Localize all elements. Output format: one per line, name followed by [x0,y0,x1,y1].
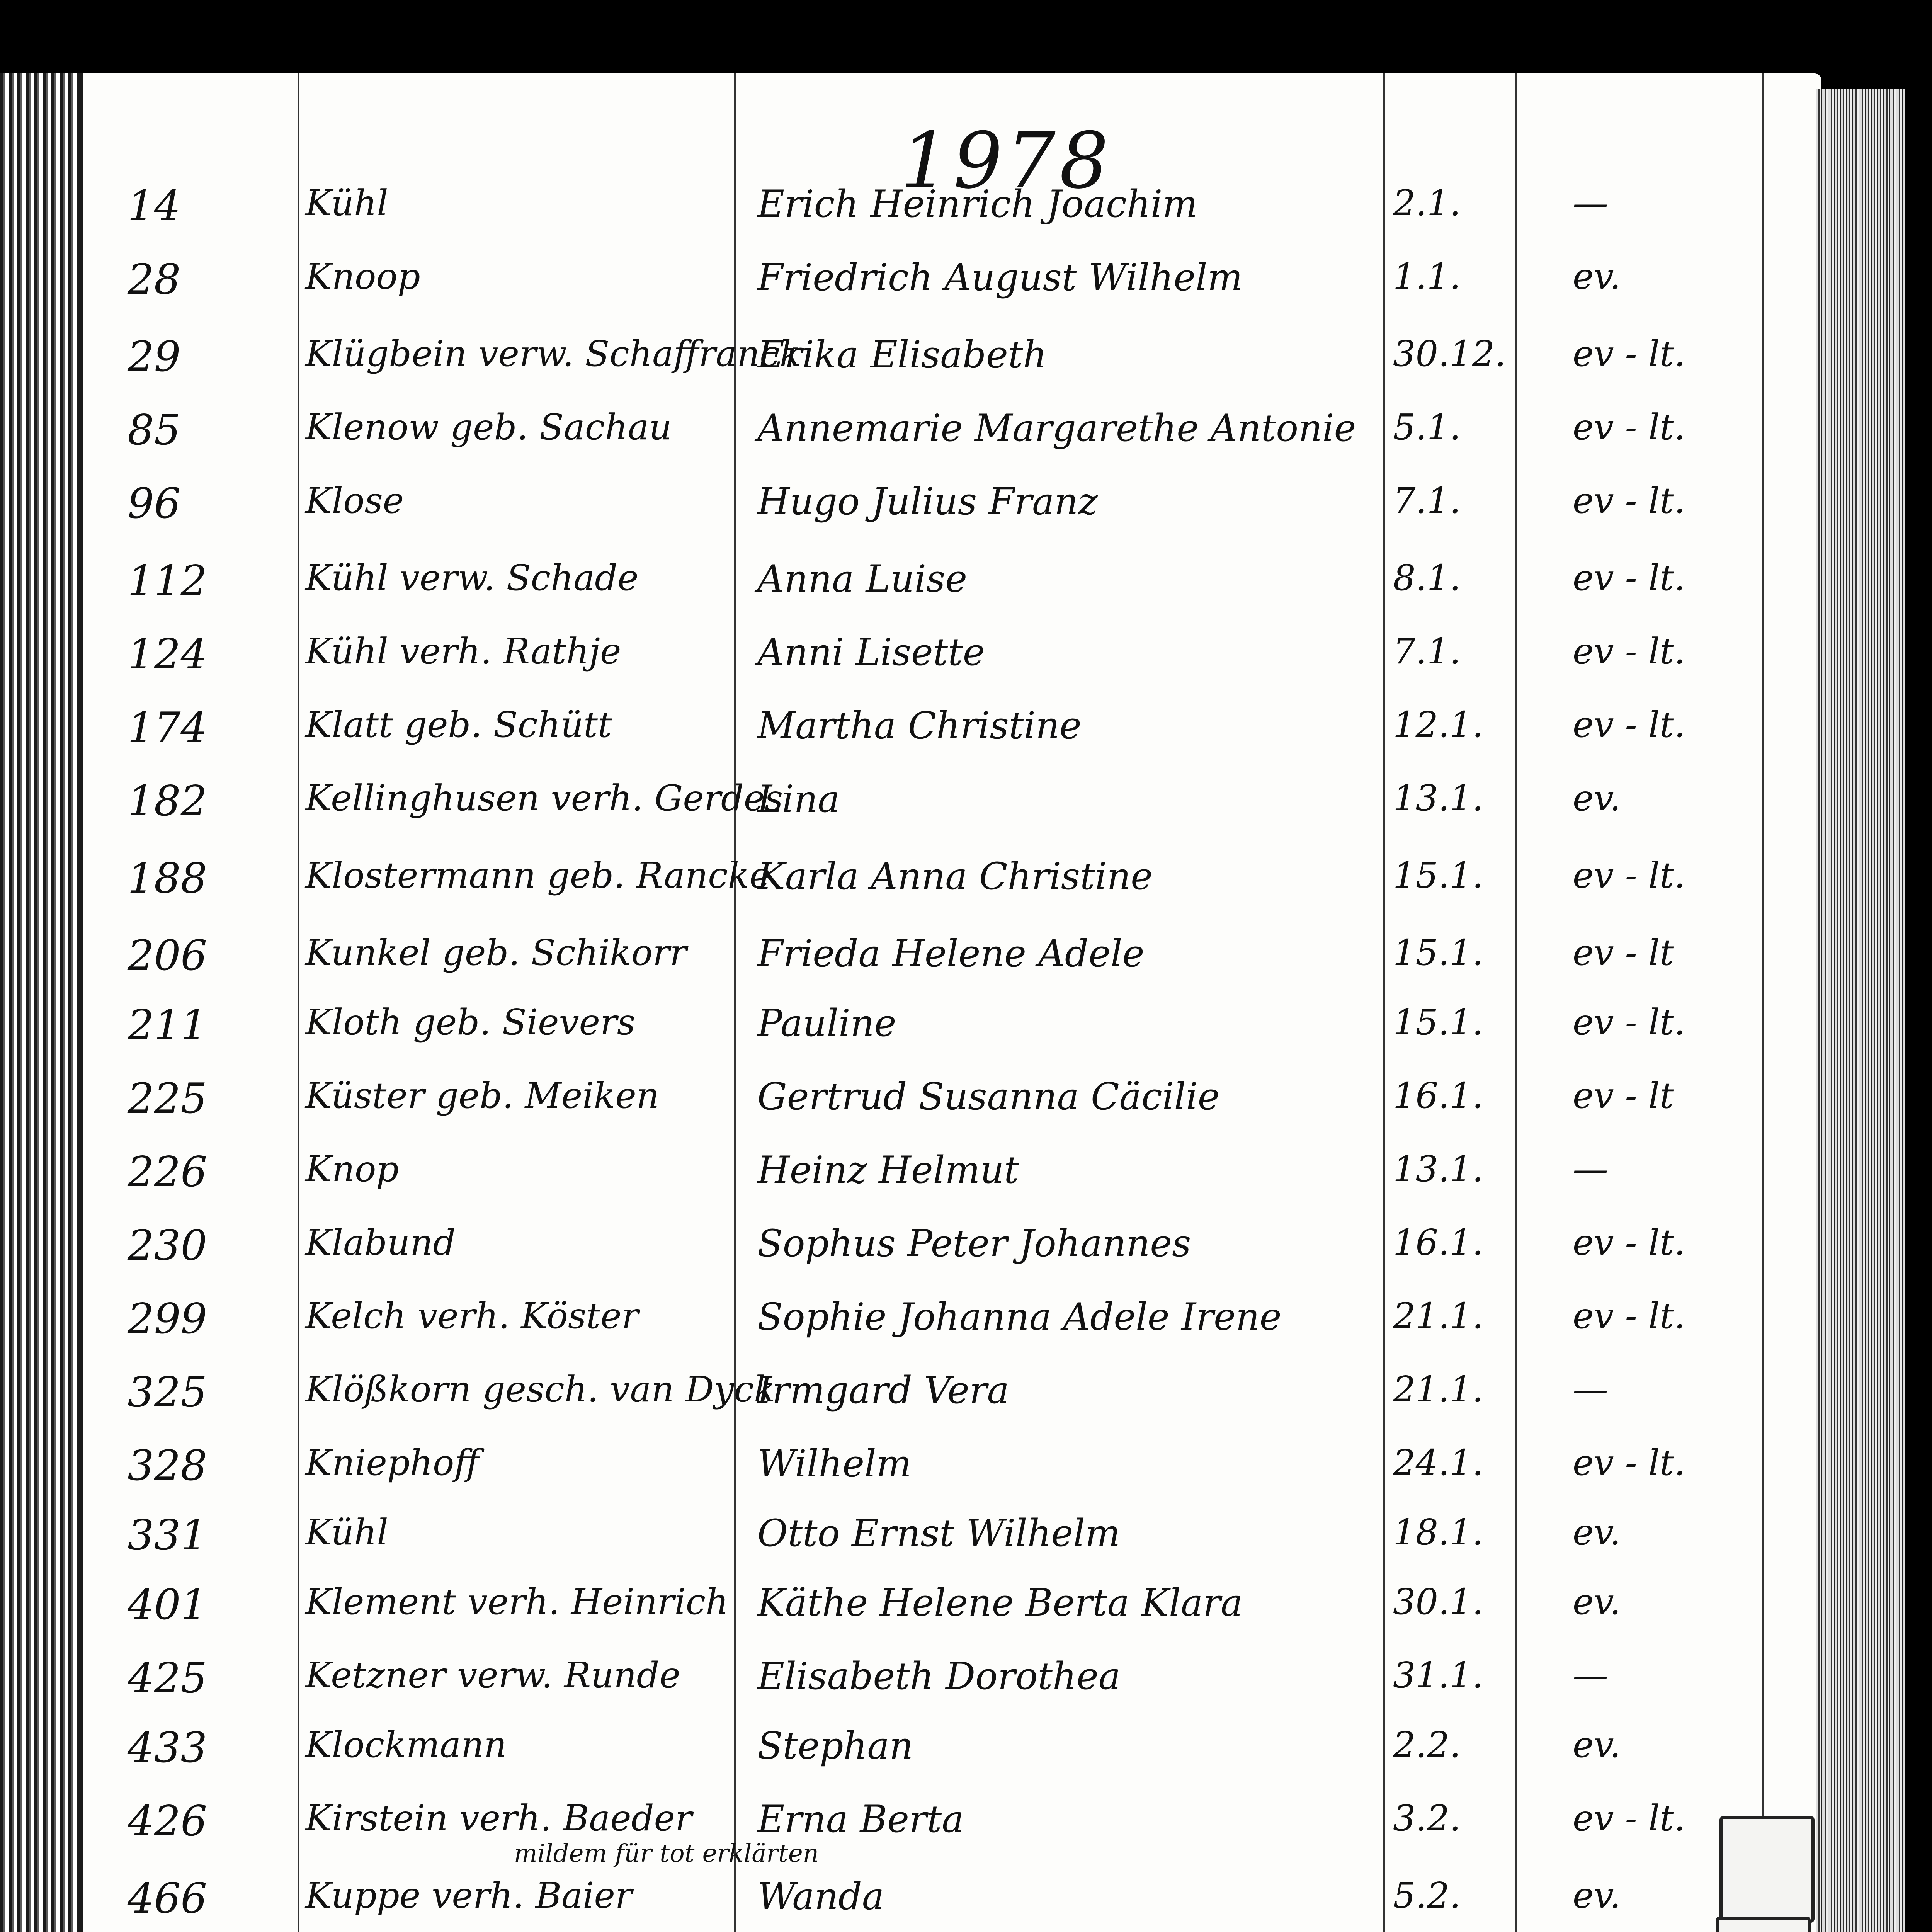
table-row [0,1148,1816,1225]
surname-cell: Knoop [305,256,420,297]
surname-cell: Kühl [305,182,388,224]
surname-cell: Knop [305,1148,399,1190]
date-cell: 15.1. [1393,855,1484,896]
religion-cell: ev. [1573,256,1621,297]
entry-number: 433 [128,1724,207,1772]
index-tab-blank[interactable] [1719,1816,1815,1923]
date-cell: 7.1. [1393,480,1461,521]
surname-cell: Klenow geb. Sachau [305,406,672,448]
entry-number: 124 [128,630,207,679]
firstnames-cell: Gertrud Susanna Cäcilie [757,1075,1220,1118]
surname-cell: Klößkorn gesch. van Dyck [305,1369,776,1410]
date-cell: 8.1. [1393,557,1461,599]
surname-cell: Kloth geb. Sievers [305,1002,636,1043]
surname-cell: Kniephoff [305,1442,480,1483]
book-page-stack-edge [1816,89,1905,1932]
entry-number: 425 [128,1654,207,1702]
surname-cell: Klabund [305,1222,456,1263]
table-row [0,854,1816,931]
religion-cell: — [1573,182,1608,224]
entry-number: 174 [128,704,207,752]
date-cell: 15.1. [1393,1002,1484,1043]
table-row [0,932,1816,1009]
religion-cell: — [1573,1148,1608,1190]
religion-cell: ev - lt [1573,932,1674,973]
table-row [0,630,1816,707]
religion-cell: ev - lt. [1573,480,1685,521]
date-cell: 5.2. [1393,1875,1461,1916]
surname-cell: Klatt geb. Schütt [305,704,612,745]
entry-number: 331 [128,1511,207,1560]
firstnames-cell: Stephan [757,1724,913,1767]
table-row [0,777,1816,854]
firstnames-cell: Karla Anna Christine [757,855,1153,898]
surname-cell: Klose [305,480,404,521]
entry-number: 182 [128,777,207,825]
date-cell: 18.1. [1393,1512,1484,1553]
table-row [0,1654,1816,1731]
religion-cell: ev. [1573,1512,1621,1553]
religion-cell: ev. [1573,777,1621,819]
religion-cell: ev - lt. [1573,704,1685,745]
religion-cell: ev - lt. [1573,333,1685,374]
firstnames-cell: Annemarie Margarethe Antonie [757,406,1356,450]
entry-number: 230 [128,1221,207,1270]
date-cell: 3.2. [1393,1798,1461,1839]
date-cell: 2.1. [1393,182,1461,224]
table-row [0,1581,1816,1658]
religion-cell: ev - lt. [1573,406,1685,448]
table-row [0,1368,1816,1445]
firstnames-cell: Erich Heinrich Joachim [757,182,1198,226]
religion-cell: ev. [1573,1875,1621,1916]
entry-number: 299 [128,1295,207,1343]
entry-number: 85 [128,406,181,454]
date-cell: 30.12. [1393,333,1506,374]
surname-cell: Kunkel geb. Schikorr [305,932,687,973]
table-row [0,1295,1816,1372]
surname-cell: Klockmann [305,1724,507,1765]
date-cell: 13.1. [1393,777,1484,819]
surname-cell: Kirstein verh. Baeder [305,1798,692,1839]
surname-cell: Küster geb. Meiken [305,1075,660,1116]
table-row [0,255,1816,332]
entry-number: 211 [128,1001,207,1049]
date-cell: 2.2. [1393,1724,1461,1765]
table-row [0,1221,1816,1298]
table-row [0,480,1816,556]
firstnames-cell: Erna Berta [757,1798,964,1841]
firstnames-cell: Käthe Helene Berta Klara [757,1581,1243,1624]
entry-number: 325 [128,1368,207,1417]
firstnames-cell: Sophie Johanna Adele Irene [757,1295,1282,1338]
religion-cell: ev - lt. [1573,1442,1685,1483]
surname-cell: Kühl verh. Rathje [305,631,621,672]
entry-number: 206 [128,932,207,980]
firstnames-cell: Elisabeth Dorothea [757,1655,1121,1698]
entry-number: 328 [128,1442,207,1490]
religion-cell: ev - lt [1573,1075,1674,1116]
table-row [0,406,1816,483]
entry-number: 225 [128,1075,207,1123]
entry-number: 96 [128,480,181,528]
table-row [0,704,1816,781]
firstnames-cell: Pauline [757,1002,896,1045]
firstnames-cell: Sophus Peter Johannes [757,1222,1191,1265]
firstnames-cell: Martha Christine [757,704,1082,747]
religion-cell: — [1573,1655,1608,1696]
entry-number: 226 [128,1148,207,1196]
surname-cell: Kühl [305,1512,388,1553]
table-row [0,1874,1816,1932]
firstnames-cell: Heinz Helmut [757,1148,1019,1192]
date-cell: 5.1. [1393,406,1461,448]
entry-number: 188 [128,854,207,903]
table-row [0,1724,1816,1801]
surname-cell: Kelch verh. Köster [305,1295,639,1337]
religion-cell: ev - lt. [1573,1798,1685,1839]
table-row [0,1075,1816,1151]
firstnames-cell: Wilhelm [757,1442,912,1485]
firstnames-cell: Otto Ernst Wilhelm [757,1512,1121,1555]
date-cell: 16.1. [1393,1075,1484,1116]
surname-cell: Kellinghusen verh. Gerdes [305,777,783,819]
table-row [0,182,1816,259]
religion-cell: — [1573,1369,1608,1410]
index-tab-ka[interactable] [1716,1917,1811,1932]
religion-cell: ev - lt. [1573,1295,1685,1337]
firstnames-cell: Lina [757,777,840,821]
date-cell: 21.1. [1393,1369,1484,1410]
religion-cell: ev - lt. [1573,855,1685,896]
table-row [0,557,1816,634]
firstnames-cell: Frieda Helene Adele [757,932,1145,975]
surname-cell: Klement verh. Heinrich [305,1581,729,1622]
date-cell: 12.1. [1393,704,1484,745]
date-cell: 31.1. [1393,1655,1484,1696]
religion-cell: ev - lt. [1573,1222,1685,1263]
firstnames-cell: Hugo Julius Franz [757,480,1098,523]
date-cell: 7.1. [1393,631,1461,672]
firstnames-cell: Friedrich August Wilhelm [757,256,1243,299]
entry-number: 466 [128,1874,207,1923]
date-cell: 15.1. [1393,932,1484,973]
firstnames-cell: Anna Luise [757,557,968,600]
register-year: 1978 [900,116,1112,206]
religion-cell: ev - lt. [1573,557,1685,599]
date-cell: 24.1. [1393,1442,1484,1483]
entry-number: 28 [128,255,181,304]
entry-number: 112 [128,557,207,605]
religion-cell: ev. [1573,1581,1621,1622]
surname-cell: Klostermann geb. Rancke [305,855,770,896]
firstnames-cell: Wanda [757,1875,884,1918]
entry-number: 29 [128,333,181,381]
entry-number: 14 [128,182,181,230]
firstnames-cell: Irmgard Vera [757,1369,1009,1412]
religion-cell: ev. [1573,1724,1621,1765]
entry-number: 401 [128,1581,207,1629]
religion-cell: ev - lt. [1573,631,1685,672]
table-row [0,1442,1816,1519]
firstnames-cell: Anni Lisette [757,631,985,674]
surname-cell: Kühl verw. Schade [305,557,639,599]
date-cell: 1.1. [1393,256,1461,297]
date-cell: 21.1. [1393,1295,1484,1337]
margin-annotation: mildem für tot erklärten [514,1839,819,1868]
date-cell: 30.1. [1393,1581,1484,1622]
table-row [0,1797,1816,1874]
date-cell: 13.1. [1393,1148,1484,1190]
religion-cell: ev - lt. [1573,1002,1685,1043]
surname-cell: Klügbein verw. Schaffranck [305,333,801,374]
surname-cell: Ketzner verw. Runde [305,1655,680,1696]
table-row [0,333,1816,410]
surname-cell: Kuppe verh. Baier [305,1875,632,1916]
table-row [0,1001,1816,1078]
date-cell: 16.1. [1393,1222,1484,1263]
firstnames-cell: Erika Elisabeth [757,333,1047,376]
table-row [0,1511,1816,1588]
entry-number: 426 [128,1797,207,1845]
